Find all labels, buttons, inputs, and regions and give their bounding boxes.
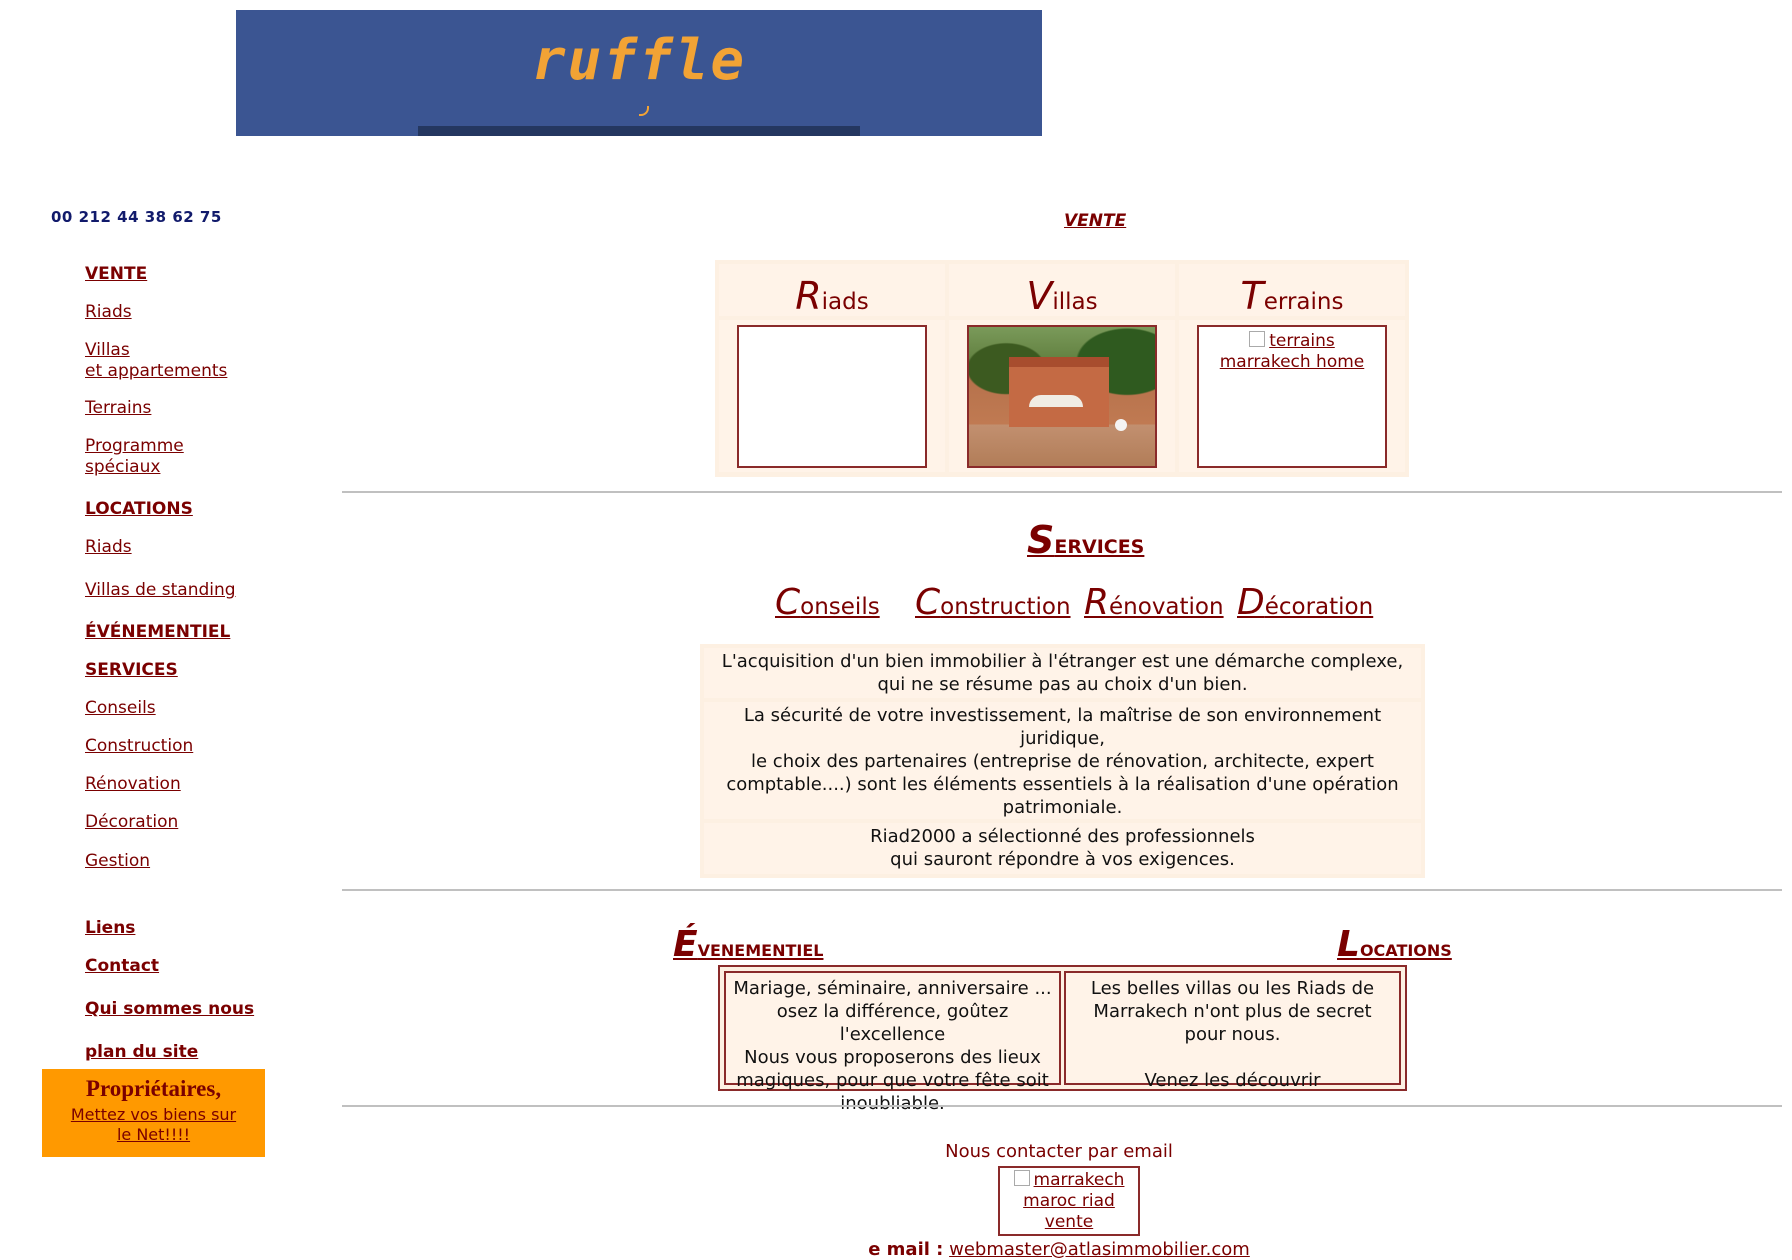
promo-title: Propriétaires, [85,1076,222,1101]
nav-decoration[interactable]: Décoration [85,812,179,832]
terrains-rest: errains [1263,289,1344,315]
construction-initial: C [915,582,941,623]
contact-email-image[interactable] [998,1166,1140,1236]
services-paragraph-3 [704,823,1421,874]
nav-programme-line1: Programme [85,436,184,456]
nav-villas[interactable] [85,340,227,382]
loc-line2: Marrakech n'ont plus de secret [1093,1001,1372,1022]
services-initial: S [1027,518,1055,562]
services-paragraph-2 [704,702,1421,819]
villa-lamp-shape [1115,419,1127,431]
nav-programme-speciaux[interactable] [85,436,184,478]
conseils-rest: onseils [800,594,880,620]
terrains-thumbnail[interactable] [1197,325,1387,468]
nav-gestion[interactable]: Gestion [85,851,151,871]
para2-line4: comptable....) sont les éléments essentiels à la réalisation d'une opération [726,774,1399,795]
para2-line1: La sécurité de votre investissement, la maîtrise de son environnement [743,705,1382,726]
evt-line2: osez la différence, goûtez l'excellence [776,1001,1009,1045]
loc-line4: Venez les découvrir [1144,1070,1321,1091]
para2-line5: patrimoniale. [1002,797,1123,818]
site-logo[interactable]: ruffle [531,28,747,93]
nav-locations-riads[interactable]: Riads [85,537,132,557]
locations-rest: ocations [1359,936,1452,962]
contact-img-alt: marrakech maroc riad vente [1023,1170,1125,1232]
broken-image-icon [1014,1170,1030,1186]
services-heading-link[interactable] [1027,518,1144,562]
divider [342,1105,1782,1107]
evt-line1: Mariage, séminaire, anniversaire ... [733,978,1052,999]
service-conseils-link[interactable] [775,582,880,623]
locations-initial: L [1337,924,1360,965]
email-link[interactable]: webmaster@atlasimmobilier.com [949,1239,1250,1260]
nav-terrains[interactable]: Terrains [85,398,152,418]
email-row [0,1239,1792,1260]
renovation-rest: énovation [1109,594,1224,620]
para1-line2: qui ne se résume pas au choix d'un bien. [877,674,1248,695]
nav-vente[interactable]: VENTE [85,264,148,284]
loc-line1: Les belles villas ou les Riads de [1090,978,1375,999]
evt-line3: Nous vous proposerons des lieux [744,1047,1041,1068]
para1-line1: L'acquisition d'un bien immobilier à l'étranger est une démarche complexe, [721,651,1404,672]
terrains-img-alt: terrains marrakech home [1219,331,1365,372]
vente-table [715,260,1409,477]
banner-bar [418,126,860,136]
conseils-initial: C [775,582,801,623]
decoration-initial: D [1237,582,1265,623]
locations-description [1064,971,1401,1091]
nav-villas-line2: et appartements [85,361,228,381]
vente-riads-heading [719,264,945,316]
email-label: e mail : [868,1239,944,1260]
nav-conseils[interactable]: Conseils [85,698,156,718]
nav-villas-standing[interactable]: Villas de standing [85,580,236,600]
header-banner [236,10,1042,136]
locations-heading-link[interactable] [1337,924,1452,965]
villa-house-shape [1009,357,1109,427]
nav-plan-du-site[interactable]: plan du site [85,1042,199,1062]
service-decoration-link[interactable] [1237,582,1373,623]
service-construction-link[interactable] [915,582,1071,623]
riads-initial: R [795,274,822,318]
terrains-initial: T [1240,274,1264,318]
loc-spacer [1066,1046,1399,1069]
promo-link[interactable]: Mettez vos biens sur le Net!!!! [70,1105,237,1144]
evenementiel-locations-table [718,965,1407,1114]
nav-services[interactable]: SERVICES [85,660,178,680]
nav-evenementiel[interactable]: ÉVÉNEMENTIEL [85,622,231,642]
construction-rest: onstruction [940,594,1071,620]
phone-number: 00 212 44 38 62 75 [51,208,222,226]
villas-thumbnail[interactable] [967,325,1157,468]
vente-terrains-heading [1179,264,1405,316]
service-renovation-link[interactable] [1084,582,1224,623]
services-description-table [700,644,1425,878]
nav-contact[interactable]: Contact [85,956,160,976]
evt-line4: magiques, pour que votre fête soit [736,1070,1049,1091]
divider [342,889,1782,891]
vente-heading-link[interactable]: VENTE [1064,211,1127,231]
nav-locations[interactable]: LOCATIONS [85,499,193,519]
para2-line3: le choix des partenaires (entreprise de rénovation, architecte, expert [751,751,1374,772]
evenementiel-initial: É [673,924,698,965]
nav-liens[interactable]: Liens [85,918,136,938]
nav-villas-line1: Villas [85,340,130,360]
broken-image-icon [1249,331,1265,347]
nav-programme-line2: spéciaux [85,457,161,477]
evenementiel-description [724,971,1061,1114]
nav-qui-sommes-nous[interactable]: Qui sommes nous [85,999,255,1019]
contact-label: Nous contacter par email [945,1141,1173,1162]
vente-villas-heading [949,264,1175,316]
evenementiel-heading-link[interactable] [673,924,823,965]
services-rest: ervices [1054,529,1145,560]
villas-initial: V [1026,274,1053,318]
decoration-rest: écoration [1264,594,1374,620]
loc-line3: pour nous. [1184,1024,1281,1045]
villa-umbrella-shape [1029,395,1083,407]
logo-mark-icon [639,106,649,116]
nav-renovation[interactable]: Rénovation [85,774,181,794]
services-paragraph-1 [704,648,1421,698]
para3-line2: qui sauront répondre à vos exigences. [890,849,1235,870]
nav-riads[interactable]: Riads [85,302,132,322]
villas-rest: illas [1052,289,1098,315]
riads-rest: iads [821,289,869,315]
renovation-initial: R [1084,582,1110,623]
para3-line1: Riad2000 a sélectionné des professionnels [870,826,1255,847]
riads-thumbnail[interactable] [737,325,927,468]
para2-line2: juridique, [1020,728,1105,749]
divider [342,491,1782,493]
evenementiel-rest: venementiel [697,936,824,962]
nav-construction[interactable]: Construction [85,736,194,756]
evt-line5: inoubliable. [840,1093,945,1114]
